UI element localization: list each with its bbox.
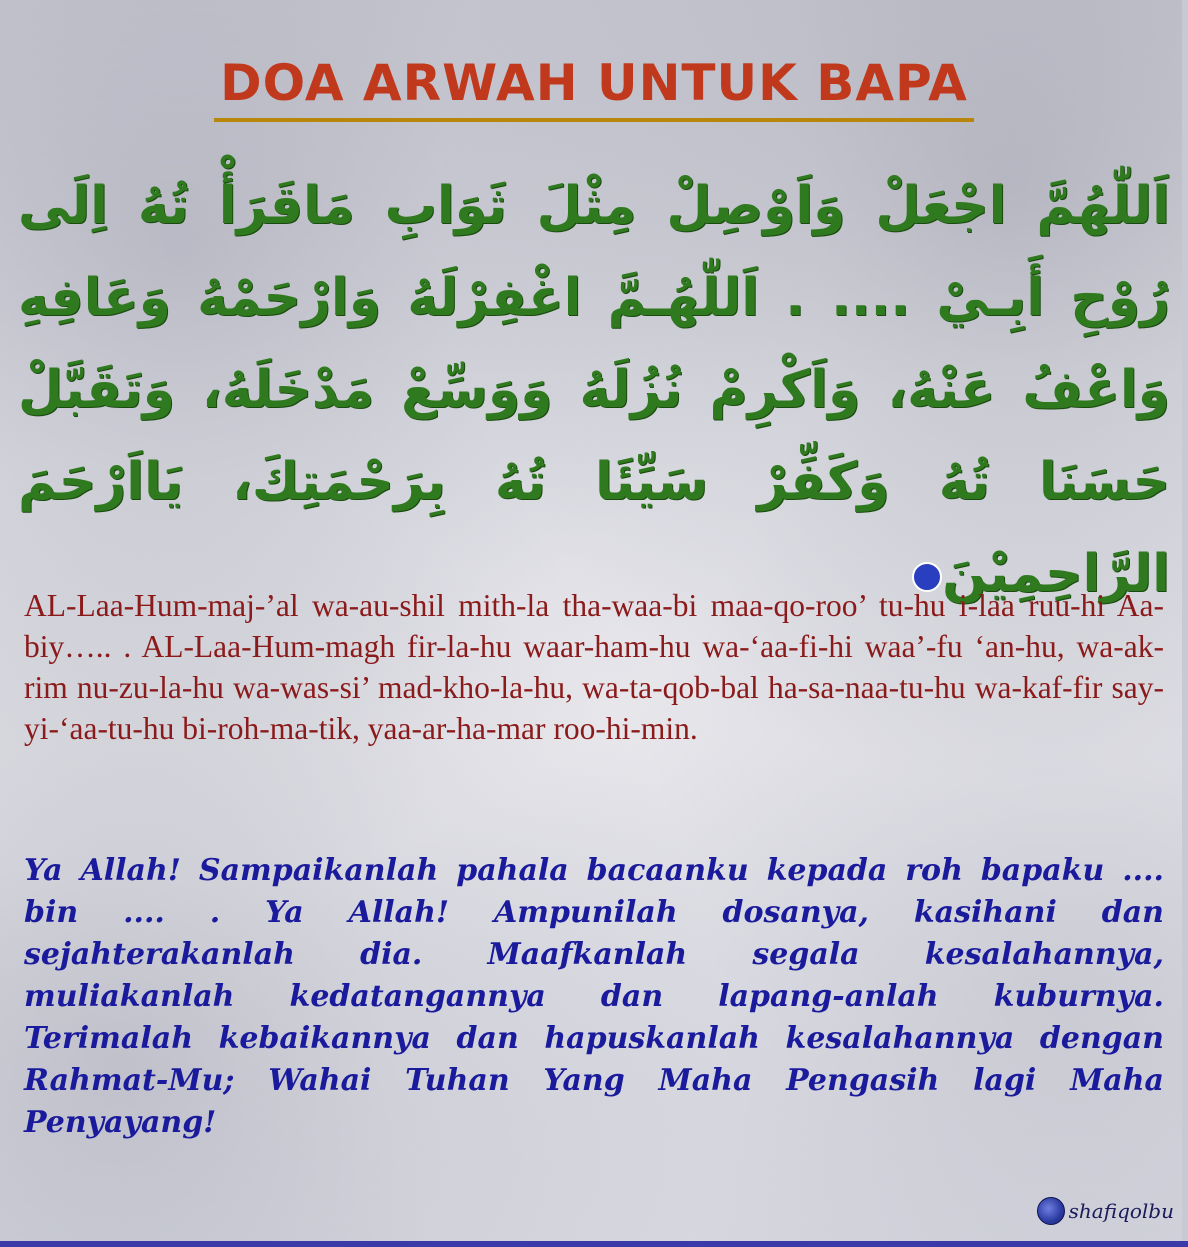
page-title: DOA ARWAH UNTUK BAPA xyxy=(214,54,974,122)
brand-name: shafiqolbu xyxy=(1068,1199,1174,1223)
transliteration-text: AL-Laa-Hum-maj-’al wa-au-shil mith-la tha-waa-bi maa-qo-roo’ tu-hu i-laa ruu-hi Aa-biy….. . AL-Laa-Hum-magh fir-la-hu waar-ham-hu wa-‘aa-fi-hi waa’-fu ‘an-hu, wa-ak-rim nu-zu-la-hu wa-was-si’ mad-kho-la-hu, wa-ta-qob-bal ha-sa-naa-tu-hu wa-kaf-fir say-yi-‘aa-tu-hu bi-roh-ma-tik, yaa-ar-ha-mar roo-hi-min. xyxy=(24,588,1164,746)
frame-edge-right xyxy=(1182,0,1188,1247)
arabic-prayer-body: اَللّٰهُمَّ اجْعَلْ وَاَوْصِلْ مِثْلَ ثَوَابِ مَاقَرَأْ تُهُ اِلَى رُوْحِ أَبِـيْ .... . اَللّٰهُـمَّ اغْفِرْلَهُ وَارْحَمْهُ وَعَافِهِ وَاعْفُ عَنْهُ، وَاَكْرِمْ نُزُلَهُ وَوَسِّعْ مَدْخَلَهُ، وَتَقَبَّلْ حَسَنَا تُهُ وَكَفِّرْ سَيِّئَا تُهُ بِرَحْمَتِكَ، يَااَرْحَمَ الرَّاحِمِيْنَ xyxy=(18,176,1170,604)
brand-logo-icon xyxy=(1037,1197,1065,1225)
frame-edge-bottom xyxy=(0,1241,1188,1247)
brand-watermark xyxy=(1037,1197,1174,1225)
title-wrap xyxy=(0,54,1188,122)
arabic-prayer-text xyxy=(18,160,1170,620)
translation-text: Ya Allah! Sampaikanlah pahala bacaanku kepada roh bapaku .... bin .... . Ya Allah! Ampunilah dosanya, kasihani dan sejahterakanlah dia. Maafkanlah segala kesalahannya, muliakanlah kedatangannya dan lapang-anlah kuburnya. Terimalah kebaikannya dan hapuskanlah kesalahannya dengan Rahmat-Mu; Wahai Tuhan Yang Maha Pengasih lagi Maha Penyayang! xyxy=(24,853,1164,1140)
